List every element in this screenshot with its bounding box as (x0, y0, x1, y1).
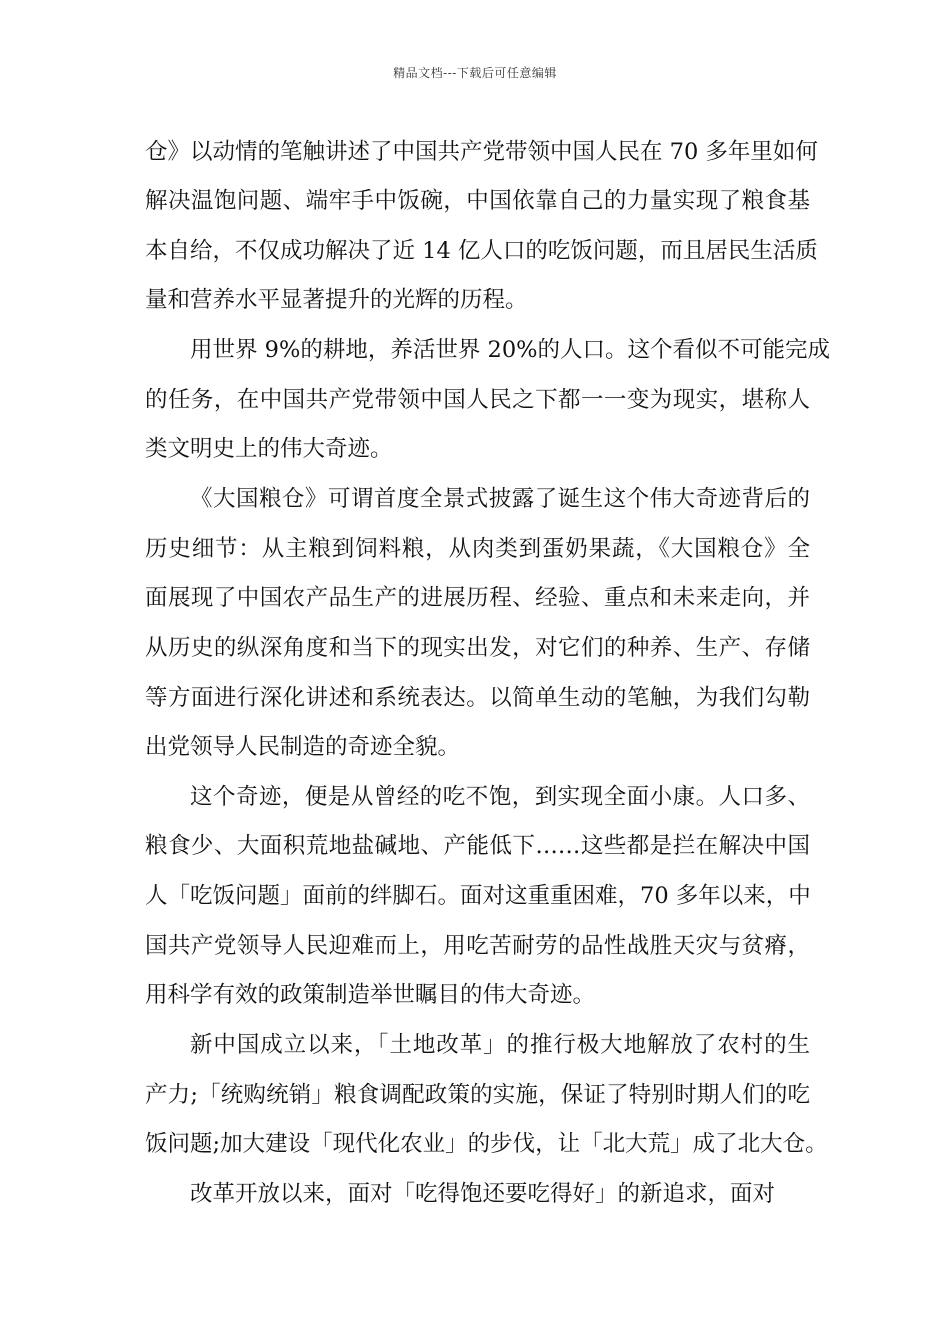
text-line: 用科学有效的政策制造举世瞩目的伟大奇迹。 (145, 982, 596, 1008)
text-line: 人「吃饭问题」面前的绊脚石。面对这重重困难，70 多年以来，中 (145, 883, 811, 909)
text-line: 饭问题;加大建设「现代化农业」的步伐，让「北大荒」成了北大仓。 (145, 1131, 828, 1157)
text-line: 历史细节：从主粮到饲料粮，从肉类到蛋奶果蔬，《大国粮仓》全 (145, 536, 810, 562)
text-line: 用世界 9%的耕地，养活世界 20%的人口。这个看似不可能完成 (190, 337, 831, 363)
text-line: 国共产党领导人民迎难而上，用吃苦耐劳的品性战胜天灾与贫瘠， (145, 933, 810, 959)
text-line: 本自给，不仅成功解决了近 14 亿人口的吃饭问题，而且居民生活质 (145, 238, 818, 264)
text-line: 这个奇迹，便是从曾经的吃不饱，到实现全面小康。人口多、 (190, 784, 810, 810)
text-line: 等方面进行深化讲述和系统表达。以简单生动的笔触，为我们勾勒 (145, 685, 810, 711)
text-line: 改革开放以来，面对「吃得饱还要吃得好」的新追求，面对 (190, 1181, 776, 1207)
page-header: 精品文档---下载后可任意编辑 (393, 66, 557, 80)
text-line: 面展现了中国农产品生产的进展历程、经验、重点和未来走向，并 (145, 585, 810, 611)
text-line: 从历史的纵深角度和当下的现实出发，对它们的种养、生产、存储 (145, 635, 810, 661)
text-line: 解决温饱问题、端牢手中饭碗，中国依靠自己的力量实现了粮食基 (145, 188, 810, 214)
text-line: 产力;「统购统销」粮食调配政策的实施，保证了特别时期人们的吃 (145, 1082, 810, 1108)
text-line: 类文明史上的伟大奇迹。 (145, 436, 393, 462)
text-line: 新中国成立以来，「土地改革」的推行极大地解放了农村的生 (190, 1032, 810, 1058)
text-line: 粮食少、大面积荒地盐碱地、产能低下……这些都是拦在解决中国 (145, 833, 810, 859)
text-line: 的任务，在中国共产党带领中国人民之下都一一变为现实，堪称人 (145, 387, 810, 413)
text-line: 《大国粮仓》可谓首度全景式披露了诞生这个伟大奇迹背后的 (190, 486, 810, 512)
text-line: 仓》以动情的笔触讲述了中国共产党带领中国人民在 70 多年里如何 (145, 139, 818, 165)
text-line: 出党领导人民制造的奇迹全貌。 (145, 734, 461, 760)
text-line: 量和营养水平显著提升的光辉的历程。 (145, 287, 528, 313)
